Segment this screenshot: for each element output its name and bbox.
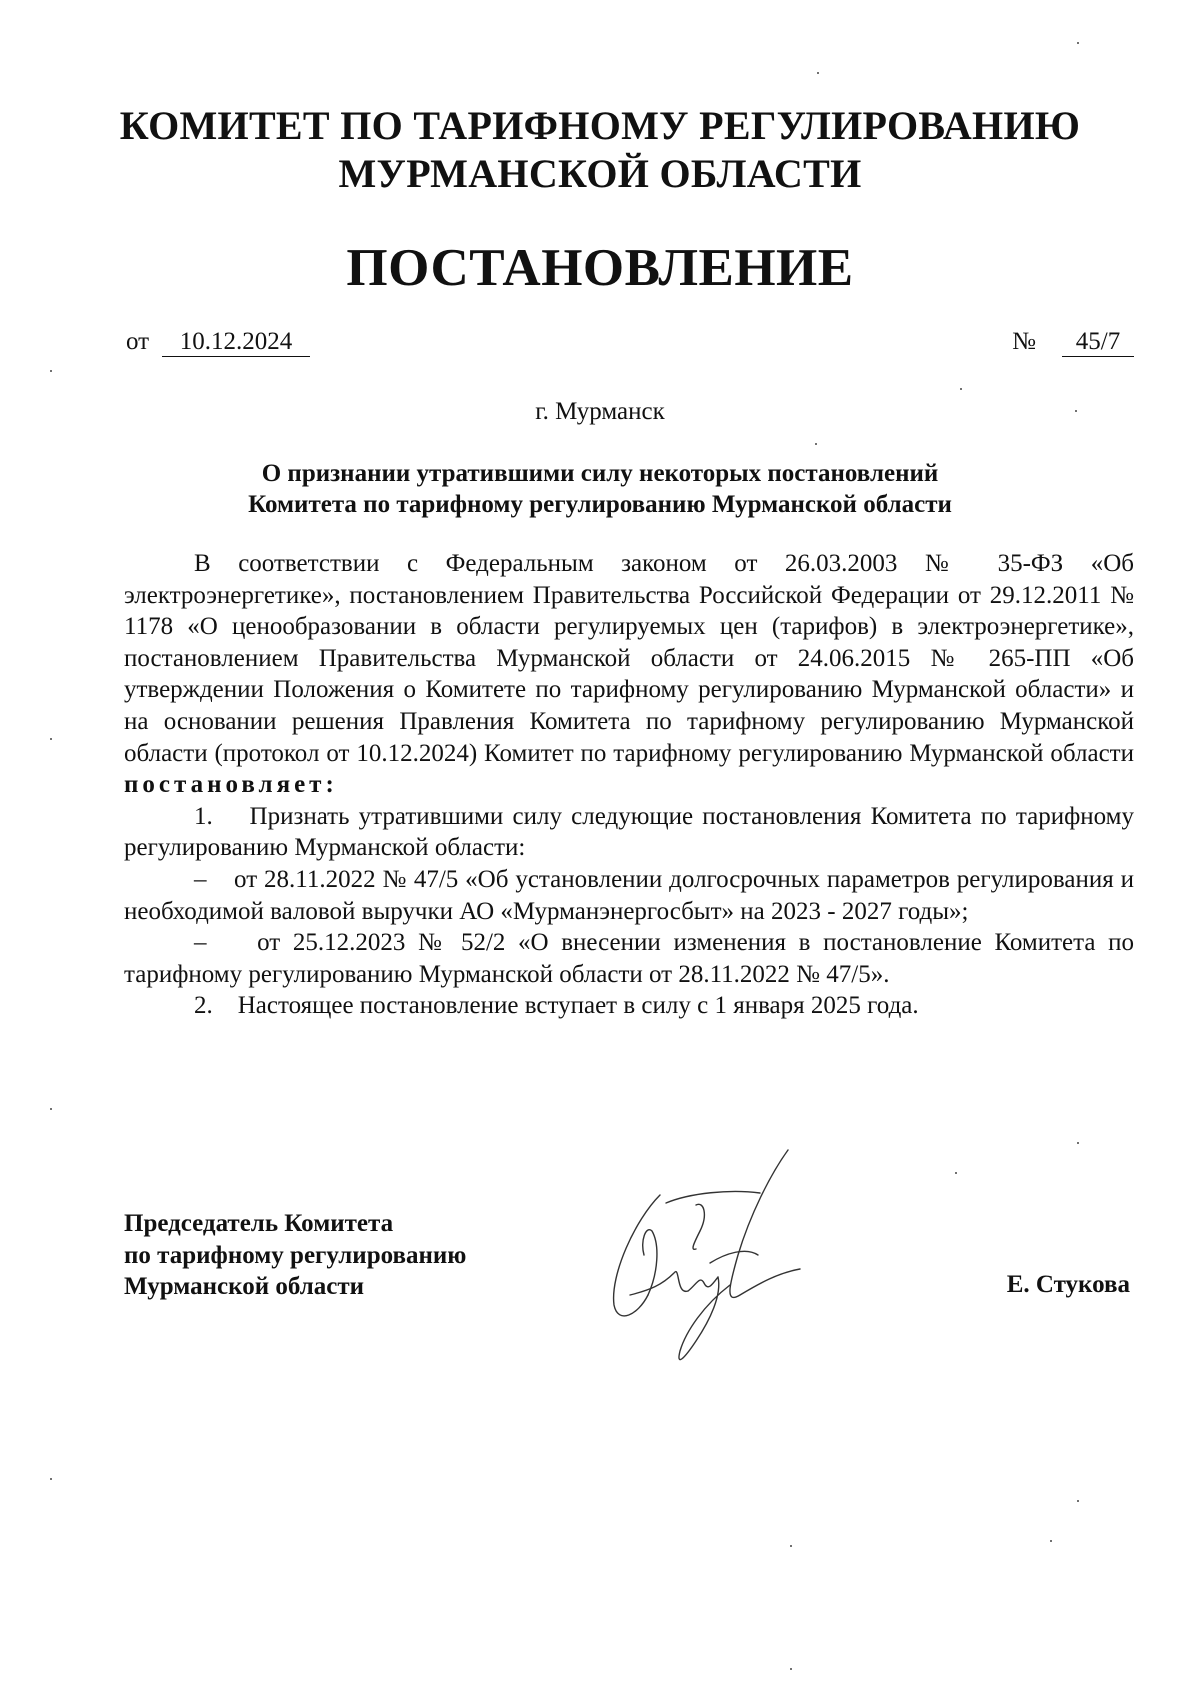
subject-line1: О признании утратившими силу некоторых постановлений — [261, 460, 939, 487]
scan-speck — [790, 1545, 792, 1547]
document-type-title: ПОСТАНОВЛЕНИЕ — [346, 239, 854, 297]
preamble-text: В соответствии с Федеральным законом от 26.03.2003 № 35-ФЗ «Об электроэнергетике», постановлением Правительства Российской Федерации от 29.12.2011 № 1178 «О ценообразовании в области регулируемых цен (тарифов) в электроэнергетике», постановлением Правительства Мурманской области от 24.06.2015 № 265-ПП «Об утверждении Положения о Комитете по тарифному регулированию Мурманской области» и на основании решения Правления Комитета по тарифному регулированию Мурманской области (протокол от 10.12.2024) Комитет по тарифному регулированию Мурманской области — [124, 550, 1134, 767]
subject-line2: Комитета по тарифному регулированию Мурманской области — [248, 491, 952, 518]
date-prefix: от — [126, 328, 150, 355]
position-line3: Мурманской области — [124, 1273, 365, 1301]
scan-speck — [955, 1172, 957, 1174]
organization-header — [0, 102, 1200, 198]
scan-speck — [815, 443, 817, 445]
org-name-line1: КОМИТЕТ ПО ТАРИФНОМУ РЕГУЛИРОВАНИЮ — [119, 103, 1081, 148]
scan-speck — [817, 72, 819, 74]
item-1: 1. Признать утратившими силу следующие постановления Комитета по тарифному регулированию Мурманской области: — [124, 802, 1134, 862]
signatory-name: Е. Стукова — [1006, 1271, 1130, 1298]
scan-speck — [1077, 1142, 1079, 1144]
document-body — [124, 548, 1134, 1022]
position-line2: по тарифному регулированию — [124, 1241, 467, 1269]
item-1-sub-1: – от 28.11.2022 № 47/5 «Об установлении долгосрочных параметров регулирования и необходимой валовой выручки АО «Мурманэнергосбыт» на 2023 - 2027 годы»; — [124, 865, 1134, 925]
handwritten-signature-icon — [600, 1145, 860, 1375]
scan-speck — [1075, 410, 1077, 412]
document-subject — [0, 458, 1200, 520]
scan-speck — [1050, 1540, 1052, 1542]
number-label: № — [1012, 328, 1036, 355]
scan-speck — [1077, 42, 1079, 44]
city: г. Мурманск — [535, 398, 665, 425]
scan-speck — [50, 1108, 52, 1110]
org-name-line2: МУРМАНСКОЙ ОБЛАСТИ — [338, 151, 862, 196]
item-2: 2. Настоящее постановление вступает в силу с 1 января 2025 года. — [194, 992, 919, 1020]
scan-speck — [50, 1478, 52, 1480]
scan-speck — [790, 1668, 792, 1670]
decrees-colon: : — [325, 771, 338, 799]
scan-speck — [50, 370, 52, 372]
item-1-sub-2: – от 25.12.2023 № 52/2 «О внесении изменения в постановление Комитета по тарифному регулированию Мурманской области от 28.11.2022 № 47/5». — [124, 929, 1134, 988]
date-number-row — [126, 328, 1134, 362]
scan-speck — [1077, 1500, 1079, 1502]
document-date: 10.12.2024 — [162, 328, 310, 357]
preamble-paragraph — [124, 548, 1134, 801]
document-number: 45/7 — [1062, 328, 1134, 357]
scan-speck — [960, 388, 962, 390]
signatory-position — [124, 1208, 466, 1303]
position-line1: Председатель Комитета — [124, 1210, 394, 1237]
scan-speck — [50, 738, 52, 740]
decrees-word: постановляет — [124, 771, 326, 799]
